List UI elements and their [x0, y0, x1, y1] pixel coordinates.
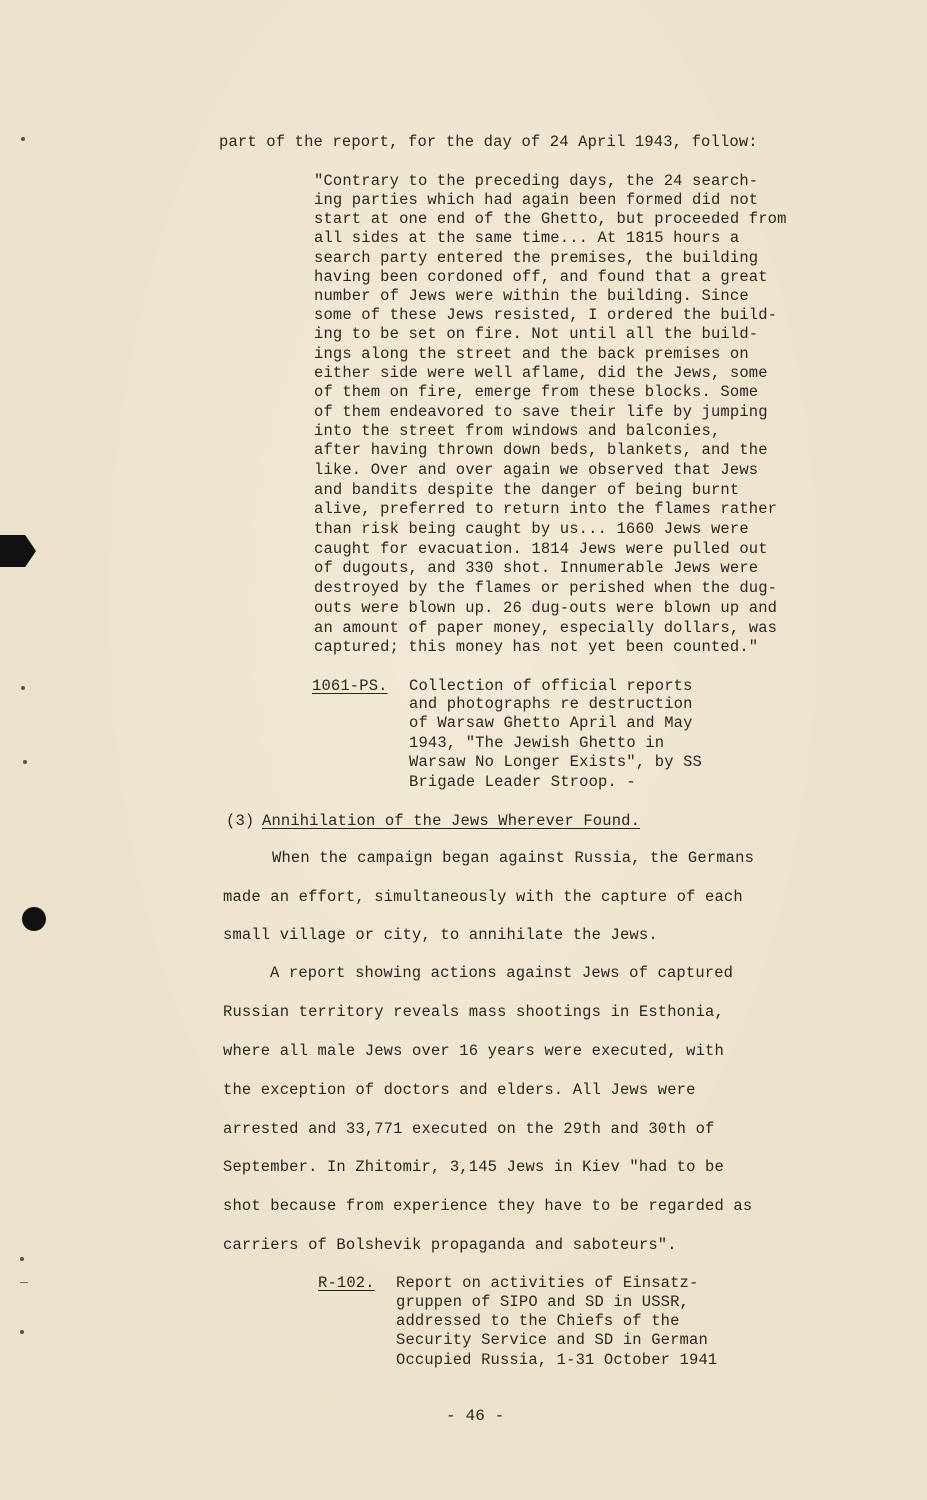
quote-line: ing parties which had again been formed did not — [314, 191, 759, 209]
section-heading: Annihilation of the Jews Wherever Found. — [262, 812, 641, 830]
quote-line: start at one end of the Ghetto, but proceeded from — [314, 210, 787, 228]
margin-speck — [20, 1330, 24, 1334]
quote-line: and bandits despite the danger of being burnt — [314, 481, 740, 499]
paragraph-line: September. In Zhitomir, 3,145 Jews in Kiev "had to be — [223, 1158, 724, 1176]
margin-mark — [20, 1282, 28, 1283]
citation-line: Occupied Russia, 1-31 October 1941 — [396, 1351, 718, 1369]
paragraph-line: Russian territory reveals mass shootings in Esthonia, — [223, 1003, 724, 1021]
quote-line: like. Over and over again we observed that Jews — [314, 461, 759, 479]
citation-line: Brigade Leader Stroop. - — [409, 773, 636, 791]
quote-line: "Contrary to the preceding days, the 24 search- — [314, 172, 759, 190]
margin-speck — [21, 686, 25, 690]
quote-line: destroyed by the flames or perished when the dug- — [314, 579, 778, 597]
citation-label: 1061-PS. — [312, 677, 388, 695]
citation-label: R-102. — [318, 1274, 375, 1292]
quote-line: alive, preferred to return into the flames rather — [314, 500, 778, 518]
paragraph-line: small village or city, to annihilate the Jews. — [223, 926, 658, 944]
paragraph-line: arrested and 33,771 executed on the 29th and 30th of — [223, 1120, 715, 1138]
paragraph-line: where all male Jews over 16 years were executed, with — [223, 1042, 724, 1060]
quote-line: after having thrown down beds, blankets, and the — [314, 441, 768, 459]
page-number: - 46 - — [446, 1407, 505, 1425]
quote-line: of them on fire, emerge from these blocks. Some — [314, 383, 759, 401]
citation-line: Security Service and SD in German — [396, 1331, 708, 1349]
quote-line: than risk being caught by us... 1660 Jews were — [314, 520, 749, 538]
paragraph-line: shot because from experience they have to be regarded as — [223, 1197, 753, 1215]
citation-line: Warsaw No Longer Exists", by SS — [409, 753, 702, 771]
paragraph-line: carriers of Bolshevik propaganda and saboteurs". — [223, 1236, 677, 1254]
binder-tab — [0, 535, 36, 567]
quote-line: having been cordoned off, and found that a great — [314, 268, 768, 286]
quote-line: number of Jews were within the building. Since — [314, 287, 749, 305]
margin-speck — [20, 1257, 24, 1261]
quote-line: ings along the street and the back premises on — [314, 345, 749, 363]
paragraph-line: made an effort, simultaneously with the capture of each — [223, 888, 743, 906]
quote-line: outs were blown up. 26 dug-outs were blown up and — [314, 599, 778, 617]
margin-speck — [23, 760, 27, 764]
citation-line: and photographs re destruction — [409, 695, 693, 713]
citation-line: gruppen of SIPO and SD in USSR, — [396, 1293, 689, 1311]
citation-line: of Warsaw Ghetto April and May — [409, 714, 693, 732]
quote-line: caught for evacuation. 1814 Jews were pulled out — [314, 540, 768, 558]
quote-line: an amount of paper money, especially dollars, was — [314, 619, 778, 637]
quote-line: into the street from windows and balconies, — [314, 422, 721, 440]
quote-line: either side were well aflame, did the Jews, some — [314, 364, 768, 382]
margin-speck — [21, 137, 25, 141]
quote-line: all sides at the same time... At 1815 hours a — [314, 229, 740, 247]
punch-hole — [22, 907, 46, 931]
intro-line: part of the report, for the day of 24 April 1943, follow: — [219, 133, 758, 151]
quote-line: ing to be set on fire. Not until all the build- — [314, 325, 759, 343]
paragraph-line: the exception of doctors and elders. All Jews were — [223, 1081, 696, 1099]
section-number: (3) — [226, 812, 255, 830]
citation-line: Collection of official reports — [409, 677, 693, 695]
citation-line: 1943, "The Jewish Ghetto in — [409, 734, 665, 752]
citation-line: Report on activities of Einsatz- — [396, 1274, 699, 1292]
citation-line: addressed to the Chiefs of the — [396, 1312, 680, 1330]
quote-line: some of these Jews resisted, I ordered the build- — [314, 306, 778, 324]
quote-line: of dugouts, and 330 shot. Innumerable Jews were — [314, 559, 759, 577]
paragraph-line: A report showing actions against Jews of captured — [270, 964, 734, 982]
quote-line: of them endeavored to save their life by jumping — [314, 403, 768, 421]
paragraph-line: When the campaign began against Russia, the Germans — [272, 849, 755, 867]
quote-line: captured; this money has not yet been counted." — [314, 638, 759, 656]
quote-line: search party entered the premises, the building — [314, 249, 759, 267]
